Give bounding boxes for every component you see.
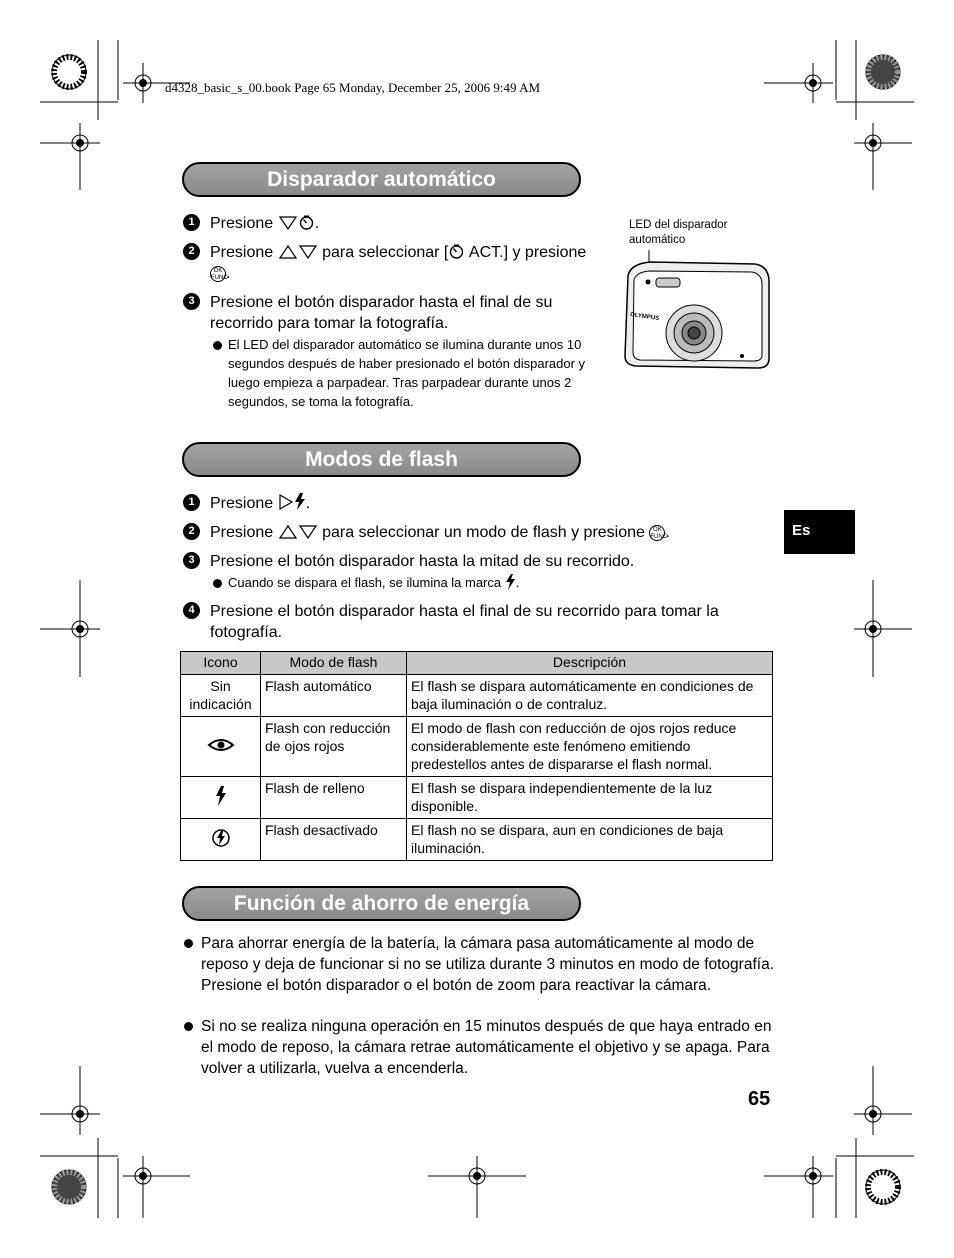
section-title-bar bbox=[182, 162, 581, 197]
red-eye-icon bbox=[207, 737, 235, 753]
camera-illustration bbox=[620, 248, 772, 372]
right-arrow-icon bbox=[278, 493, 294, 511]
table-cell-desc: El flash se dispara independientemente de la luz disponible. bbox=[407, 777, 773, 819]
table-cell-icon bbox=[181, 777, 261, 819]
up-arrow-icon bbox=[278, 524, 298, 540]
section-title: Disparador automático bbox=[267, 168, 496, 191]
bullet-icon bbox=[213, 341, 222, 350]
down-arrow-icon bbox=[298, 244, 318, 260]
step-number: 1 bbox=[183, 214, 200, 231]
down-arrow-icon bbox=[298, 524, 318, 540]
bullet-text: Para ahorrar energía de la batería, la cámara pasa automáticamente al modo de reposo y deja de funcionar si no se utiliza durante 3 minutos en modo de fotografía. Presione el botón disparador o el botón de zoom para reactivar la cámara. bbox=[201, 935, 774, 994]
table-cell-mode: Flash de relleno bbox=[261, 777, 407, 819]
section-title: Función de ahorro de energía bbox=[233, 892, 530, 915]
step-number: 4 bbox=[183, 602, 200, 619]
down-arrow-icon bbox=[278, 215, 298, 231]
section-title-bar bbox=[182, 442, 581, 477]
flash-icon bbox=[294, 493, 306, 511]
step-text: Presione el botón disparador hasta el final de su recorrido para tomar la fotografía. bbox=[210, 294, 553, 332]
table-cell-desc: El flash se dispara automáticamente en condiciones de baja iluminación o de contraluz. bbox=[407, 675, 773, 717]
step-number: 2 bbox=[183, 523, 200, 540]
table-cell-icon bbox=[181, 717, 261, 777]
step-text: Presione . bbox=[210, 495, 311, 512]
table-row bbox=[181, 777, 773, 819]
table-cell-mode: Flash desactivado bbox=[261, 819, 407, 861]
step-text: Presione el botón disparador hasta la mitad de su recorrido. bbox=[210, 553, 635, 570]
step-number: 3 bbox=[183, 293, 200, 310]
table-cell-mode: Flash con reducción de ojos rojos bbox=[261, 717, 407, 777]
table-header: Modo de flash bbox=[261, 652, 407, 675]
table-cell-desc: El flash no se dispara, aun en condiciones de baja iluminación. bbox=[407, 819, 773, 861]
table-header: Icono bbox=[181, 652, 261, 675]
note-text: Cuando se dispara el flash, se ilumina la marca . bbox=[228, 575, 520, 590]
note-text: El LED del disparador automático se ilumina durante unos 10 segundos después de haber presionado el botón disparador y luego empieza a parpadear. Tras parpadear durante unos 2 segundos, se toma la fotografía. bbox=[228, 337, 586, 409]
step-text: Presione para seleccionar un modo de flash y presione OK FUNC. bbox=[210, 524, 670, 541]
flash-icon bbox=[505, 574, 516, 590]
ok-func-button-icon: OK FUNC bbox=[650, 526, 668, 540]
table-header-row bbox=[181, 652, 773, 675]
table-cell-mode: Flash automático bbox=[261, 675, 407, 717]
language-tab: Es bbox=[784, 510, 855, 554]
section-title: Modos de flash bbox=[305, 448, 458, 471]
flash-modes-table bbox=[180, 651, 773, 861]
file-header: d4328_basic_s_00.book Page 65 Monday, December 25, 2006 9:49 AM bbox=[165, 80, 541, 95]
flash-off-icon bbox=[211, 828, 231, 848]
self-timer-icon bbox=[448, 243, 465, 260]
table-cell-icon bbox=[181, 819, 261, 861]
table-row bbox=[181, 717, 773, 777]
step-number: 1 bbox=[183, 494, 200, 511]
flash-icon bbox=[215, 786, 227, 806]
ok-func-button-icon: OK FUNC bbox=[211, 267, 228, 281]
section-title-bar bbox=[182, 886, 581, 921]
step-text: Presione el botón disparador hasta el final de su recorrido para tomar la fotografía. bbox=[210, 603, 719, 641]
page-number: 65 bbox=[748, 1088, 771, 1110]
bullet-text: Si no se realiza ninguna operación en 15 minutos después de que haya entrado en el modo de reposo, la cámara retrae automáticamente el objetivo y se apaga. Para volver a utilizarla, vuelva a encenderla. bbox=[201, 1018, 772, 1077]
table-row bbox=[181, 675, 773, 717]
bullet-icon bbox=[184, 939, 193, 948]
self-timer-icon bbox=[298, 214, 315, 231]
step-number: 2 bbox=[183, 243, 200, 260]
bullet-icon bbox=[184, 1022, 193, 1031]
table-header: Descripción bbox=[407, 652, 773, 675]
up-arrow-icon bbox=[278, 244, 298, 260]
camera-caption: LED del disparador automático bbox=[629, 219, 728, 246]
table-cell-desc: El modo de flash con reducción de ojos rojos reduce considerablemente este fenómeno emitiendo predestellos antes de dispararse el flash normal. bbox=[407, 717, 773, 777]
table-cell-icon: Sin indicación bbox=[181, 675, 261, 717]
step-text: Presione para seleccionar [ ACT.] y presione OK FUNC. bbox=[210, 244, 587, 282]
step-number: 3 bbox=[183, 552, 200, 569]
table-row bbox=[181, 819, 773, 861]
bullet-icon bbox=[213, 579, 222, 588]
svg-text:OLYMPUS: OLYMPUS bbox=[629, 312, 660, 323]
step-text: Presione . bbox=[210, 215, 320, 232]
